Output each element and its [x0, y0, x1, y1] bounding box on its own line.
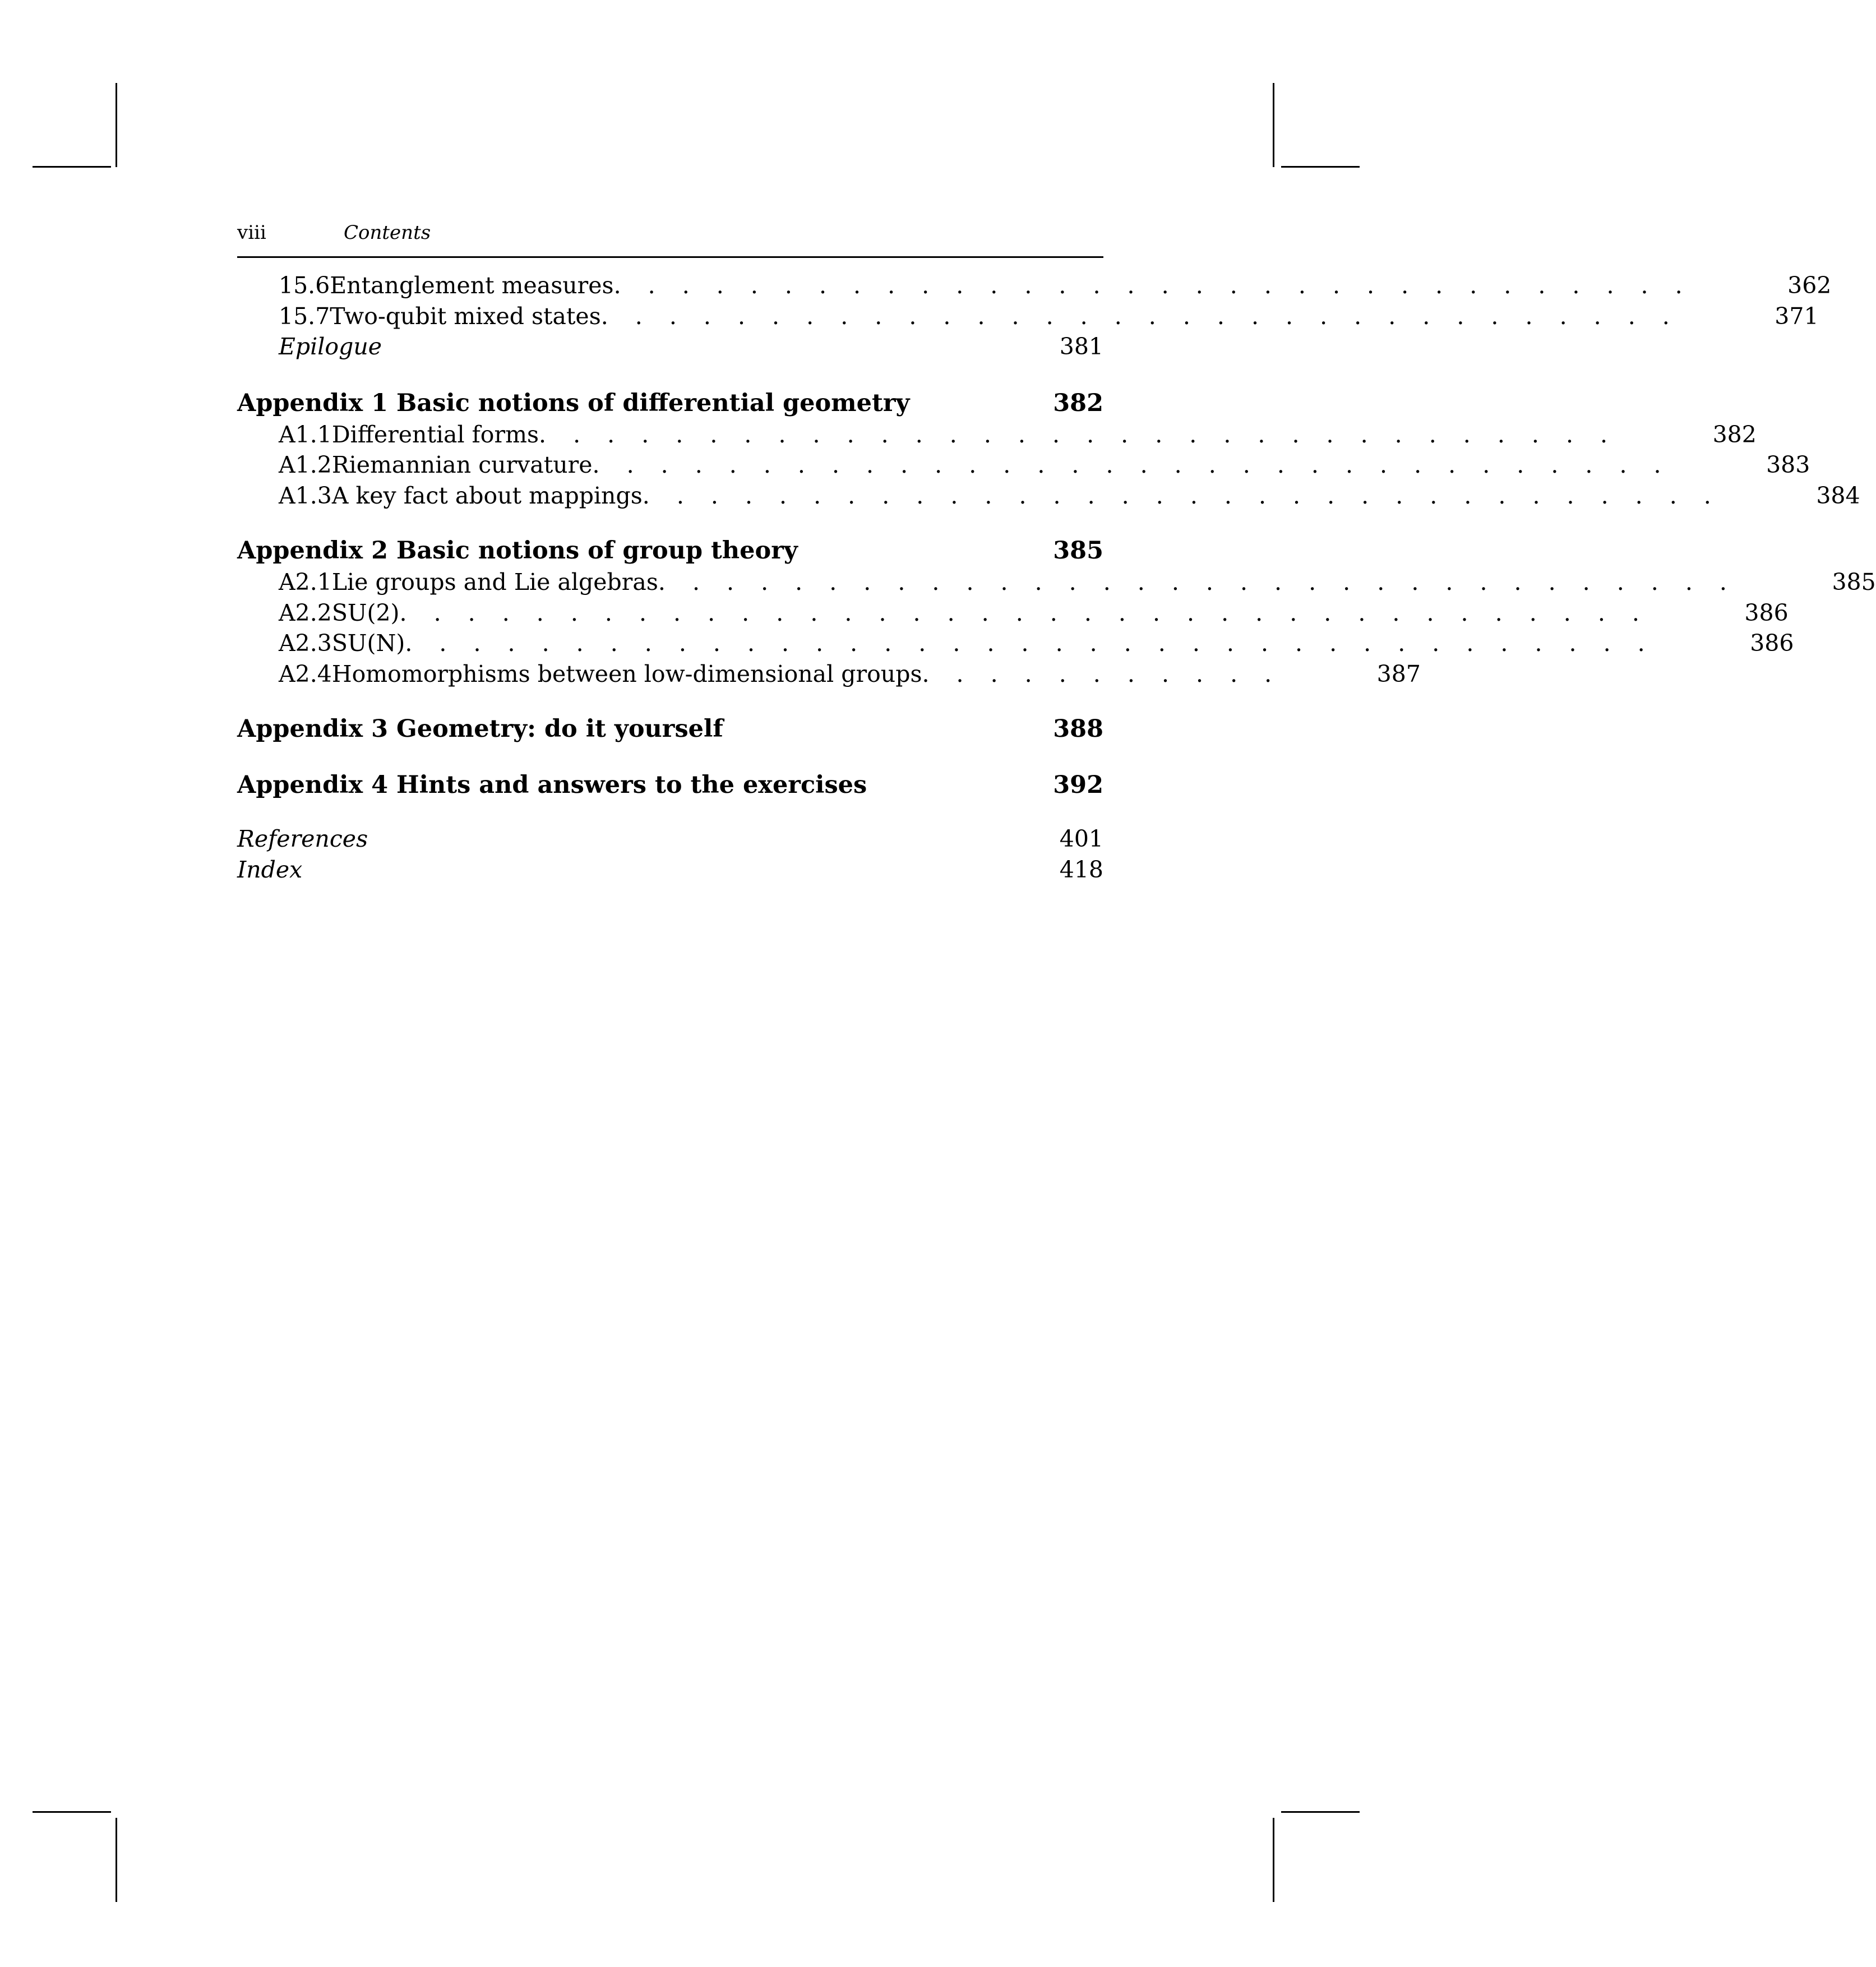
entry-number: A2.2	[279, 599, 332, 626]
entry-title: References	[237, 825, 368, 852]
entry-page: 362	[1787, 272, 1832, 299]
entry-page: 386	[1750, 630, 1794, 657]
head-rule	[237, 256, 1103, 258]
contents-page	[237, 221, 1876, 885]
entry-number: A2.3	[279, 630, 332, 657]
running-head-title: Contents	[344, 221, 431, 244]
toc-entry[interactable]	[237, 598, 1789, 629]
entry-title: Lie groups and Lie algebras	[331, 569, 658, 595]
toc-entry[interactable]	[237, 301, 1819, 332]
dot-leader: . . . . . . . . . . . . . . . . . . . . . . . . . . . . . . . .	[658, 569, 1737, 595]
dot-leader: . . . . . . . . . . . . . . . . . . . . . . . . . . . . . . . .	[539, 421, 1618, 448]
appendix-title: Appendix 2 Basic notions of group theory	[237, 537, 798, 565]
toc-entry[interactable]	[237, 628, 1794, 659]
toc-appendix-1[interactable]	[237, 387, 1103, 419]
entry-page: 418	[1059, 856, 1103, 883]
toc-entry[interactable]	[237, 450, 1810, 481]
toc-appendix-4[interactable]	[237, 769, 1103, 801]
dot-leader: . . . . . . . . . . .	[922, 660, 1282, 687]
toc-appendix-2[interactable]	[237, 534, 1103, 567]
dot-leader: . . . . . . . . . . . . . . . . . . . . . . . . . . . . . . . .	[613, 272, 1693, 299]
entry-title: Epilogue	[279, 333, 382, 360]
toc-entry[interactable]	[237, 419, 1757, 450]
entry-title: SU(2)	[331, 599, 400, 626]
entry-number: 15.6	[279, 272, 330, 299]
entry-page: 386	[1744, 599, 1789, 626]
appendix-title: Appendix 1 Basic notions of differential geometry	[237, 389, 910, 417]
crop-mark	[1273, 83, 1274, 167]
dot-leader: . . . . . . . . . . . . . . . . . . . . . . . . . . . . . . . .	[600, 302, 1680, 330]
toc-appendix-3[interactable]	[237, 713, 1103, 745]
entry-title: SU(N)	[331, 630, 405, 657]
entry-number: A1.1	[279, 421, 332, 448]
folio: viii	[237, 221, 266, 244]
entry-number: A2.4	[279, 660, 332, 687]
toc-entry-index[interactable]	[237, 855, 1103, 885]
entry-title: Homomorphisms between low-dimensional groups	[331, 660, 922, 687]
entry-page: 385	[1832, 569, 1876, 595]
appendix-page: 382	[1053, 389, 1103, 417]
entry-number: A1.2	[279, 451, 332, 478]
toc-entry[interactable]	[237, 481, 1860, 511]
entry-page: 401	[1059, 825, 1103, 852]
dot-leader: . . . . . . . . . . . . . . . . . . . . . . . . . . . . . . . .	[642, 482, 1721, 509]
toc-entry[interactable]	[237, 659, 1421, 690]
appendix-page: 388	[1053, 715, 1103, 743]
entry-page: 384	[1816, 482, 1860, 509]
entry-title: Differential forms	[331, 421, 539, 448]
appendix-title: Appendix 3 Geometry: do it yourself	[237, 715, 723, 743]
entry-number: A2.1	[279, 569, 332, 595]
entry-title: Two-qubit mixed states	[330, 302, 601, 330]
dot-leader: . . . . . . . . . . . . . . . . . . . . . . . . . . . . . . . . . . . . .	[399, 599, 1649, 626]
crop-mark	[1281, 166, 1360, 168]
toc-entry[interactable]	[237, 270, 1832, 301]
dot-leader: . . . . . . . . . . . . . . . . . . . . . . . . . . . . . . . .	[592, 451, 1671, 478]
crop-mark	[115, 83, 117, 167]
appendix-page: 392	[1053, 771, 1103, 799]
crop-mark	[115, 1818, 117, 1902]
entry-title: Riemannian curvature	[331, 451, 593, 478]
toc-entry-references[interactable]	[237, 824, 1103, 855]
entry-title: A key fact about mappings	[331, 482, 643, 509]
entry-title: Entanglement measures	[330, 272, 614, 299]
appendix-title: Appendix 4 Hints and answers to the exercises	[237, 771, 867, 799]
entry-page: 383	[1766, 451, 1810, 478]
entry-number: A1.3	[279, 482, 332, 509]
entry-number: 15.7	[279, 302, 330, 330]
entry-page: 381	[1059, 333, 1103, 360]
dot-leader: . . . . . . . . . . . . . . . . . . . . . . . . . . . . . . . . . . . . .	[405, 630, 1655, 657]
crop-mark	[33, 1811, 111, 1813]
appendix-page: 385	[1053, 537, 1103, 565]
entry-page: 387	[1376, 660, 1421, 687]
crop-mark	[33, 166, 111, 168]
entry-page: 382	[1712, 421, 1757, 448]
crop-mark	[1281, 1811, 1360, 1813]
entry-title: Index	[237, 856, 303, 883]
entry-page: 371	[1775, 302, 1819, 330]
crop-mark	[1273, 1818, 1274, 1902]
toc-entry-epilogue[interactable]	[237, 331, 1103, 362]
toc-entry[interactable]	[237, 567, 1876, 598]
running-head	[237, 221, 1103, 251]
